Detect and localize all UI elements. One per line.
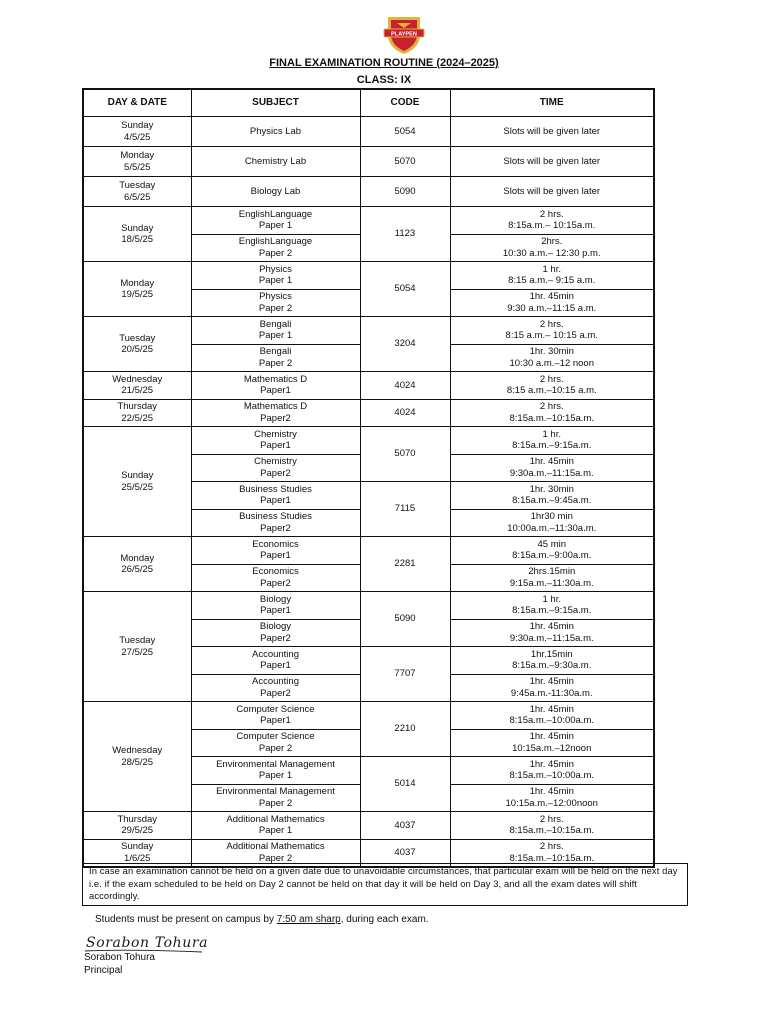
subject-cell-line: Paper1 — [260, 440, 291, 452]
time-cell-line: 9:30 a.m.–11:15 a.m. — [507, 302, 597, 314]
time-cell-line: 1hr. 45min — [529, 703, 574, 715]
subject-cell-line: Mathematics D — [243, 401, 308, 413]
time-cell-line: 2hrs. — [541, 236, 563, 248]
exam-day: Tuesday — [119, 180, 156, 191]
subject-cell-line: Paper 1 — [258, 770, 293, 782]
subject-cell — [191, 454, 360, 482]
subject-cell-line: Biology — [259, 593, 292, 605]
time-cell — [450, 482, 654, 510]
subject-cell — [191, 289, 360, 317]
code-cell: 4037 — [360, 839, 450, 867]
subject-cell — [191, 427, 360, 455]
exam-date: 25/5/25 — [121, 481, 154, 493]
table-row — [83, 147, 654, 177]
table-row — [83, 427, 654, 455]
day-date-cell — [83, 207, 191, 262]
subject-cell-line: Paper2 — [260, 412, 291, 424]
presence-text-end: , during each exam. — [340, 914, 429, 925]
table-row — [83, 372, 654, 400]
day-date-cell — [83, 702, 191, 812]
exam-day: Sunday — [121, 120, 154, 131]
time-cell — [450, 372, 654, 400]
subject-cell — [191, 509, 360, 537]
subject-cell-line: Paper1 — [260, 660, 291, 672]
exam-date: 29/5/25 — [121, 825, 154, 837]
time-cell-line: 2 hrs. — [539, 318, 564, 330]
subject-cell — [191, 674, 360, 702]
code-cell: 2210 — [360, 702, 450, 757]
time-cell-line: 2 hrs. — [539, 373, 564, 385]
exam-date: 27/5/25 — [121, 646, 154, 658]
exam-day: Tuesday — [119, 332, 156, 344]
table-header-row — [83, 89, 654, 117]
time-cell-line: 1hr.15min — [530, 648, 573, 660]
time-cell — [450, 812, 654, 840]
exam-day: Thursday — [117, 813, 158, 825]
subject-cell-line: Mathematics D — [243, 373, 308, 385]
subject-cell — [191, 372, 360, 400]
time-cell-line: 1 hr. — [542, 263, 561, 275]
time-cell-line: 1hr. 45min — [529, 786, 574, 798]
time-cell-line: 8:15a.m.– 10:15a.m. — [508, 220, 596, 232]
day-date-cell — [83, 177, 191, 207]
subject-cell-line: Chemistry — [254, 456, 297, 468]
table-row — [83, 812, 654, 840]
subject-cell-line: Paper 2 — [258, 302, 293, 314]
time-cell-line: 1hr30 min — [530, 511, 573, 523]
day-date-cell — [83, 317, 191, 372]
exam-day: Monday — [120, 277, 155, 289]
subject-cell — [191, 537, 360, 565]
signatory-role: Principal — [84, 965, 123, 976]
time-cell-line: 9:45a.m.-11:30a.m. — [510, 687, 593, 699]
subject-cell-line: Paper2 — [260, 687, 291, 699]
time-cell-line: 8:15a.m.–9:30a.m. — [512, 660, 592, 672]
time-cell-line: 10:15a.m.–12noon — [512, 742, 592, 754]
code-cell: 4024 — [360, 372, 450, 400]
time-cell — [450, 729, 654, 757]
subject-cell-line: Paper2 — [260, 522, 291, 534]
school-logo — [382, 14, 426, 56]
subject-cell-line: Paper1 — [260, 715, 291, 727]
time-cell — [450, 592, 654, 620]
time-cell-line: 8:15a.m.–9:15a.m. — [512, 440, 592, 452]
time-cell — [450, 454, 654, 482]
exam-routine-table — [82, 88, 655, 868]
subject-cell-line: Paper1 — [260, 385, 291, 397]
subject-cell-line: Chemistry Lab — [244, 155, 307, 167]
exam-date: 26/5/25 — [121, 564, 154, 575]
table-row — [83, 177, 654, 207]
time-cell-line: 8:15a.m.–9:15a.m. — [512, 605, 592, 617]
subject-cell-line: Biology Lab — [250, 185, 301, 197]
subject-cell — [191, 702, 360, 730]
subject-cell — [191, 399, 360, 427]
time-cell-line: 8:15 a.m.–10:15 a.m. — [506, 385, 597, 397]
time-cell-line: 1hr. 30min — [529, 483, 574, 495]
exam-date: 4/5/25 — [124, 131, 151, 143]
time-cell-line: 2hrs.15min — [528, 566, 576, 578]
code-cell: 5014 — [360, 757, 450, 812]
code-cell: 4037 — [360, 812, 450, 840]
exam-date: 5/5/25 — [124, 161, 151, 173]
exam-day: Thursday — [117, 401, 158, 413]
table-row — [83, 399, 654, 427]
subject-cell — [191, 147, 360, 177]
presence-text: Students must be present on campus by — [95, 914, 277, 925]
time-cell-line: 8:15a.m.–10:15a.m. — [509, 852, 594, 864]
time-cell-line: Slots will be given later — [503, 125, 601, 137]
exam-date: 19/5/25 — [121, 289, 154, 300]
subject-cell-line: Paper1 — [260, 495, 291, 507]
subject-cell-line: Physics — [259, 291, 292, 303]
time-cell-line: Slots will be given later — [503, 155, 601, 167]
exam-day: Sunday — [121, 222, 154, 234]
time-cell-line: 1hr. 45min — [529, 758, 574, 770]
exam-day: Sunday — [121, 841, 154, 853]
subject-cell — [191, 784, 360, 812]
code-cell: 5090 — [360, 592, 450, 647]
time-cell-line: 9:30a.m.–11:15a.m. — [509, 632, 594, 644]
time-cell-line: 1hr. 30min — [529, 346, 574, 358]
time-cell — [450, 207, 654, 235]
time-cell-line: 10:15a.m.–12:00noon — [505, 797, 598, 809]
time-cell — [450, 234, 654, 262]
code-cell: 5090 — [360, 177, 450, 207]
exam-date: 6/5/25 — [124, 191, 151, 203]
column-header: DAY & DATE — [83, 89, 191, 117]
subject-cell — [191, 729, 360, 757]
subject-cell-line: Physics — [259, 263, 292, 275]
subject-cell-line: Paper 2 — [258, 742, 293, 754]
time-cell-line: 1hr. 45min — [529, 621, 574, 633]
time-cell — [450, 702, 654, 730]
time-cell-line: 1hr. 45min — [529, 456, 574, 468]
exam-date: 28/5/25 — [121, 756, 154, 768]
time-cell — [450, 509, 654, 537]
exam-day: Sunday — [121, 470, 154, 481]
signatory-name: Sorabon Tohura — [84, 952, 155, 963]
subject-cell — [191, 317, 360, 345]
exam-date: 22/5/25 — [121, 412, 154, 424]
time-cell — [450, 427, 654, 455]
exam-day: Wednesday — [112, 373, 163, 385]
table-body — [83, 117, 654, 868]
time-cell-line: Slots will be given later — [503, 185, 601, 197]
time-cell-line: 10:30 a.m.–12 noon — [509, 357, 594, 369]
code-cell: 3204 — [360, 317, 450, 372]
code-cell: 2281 — [360, 537, 450, 592]
time-cell-line: 8:15a.m.–9:45a.m. — [512, 495, 592, 507]
subject-cell-line: Computer Science — [236, 731, 315, 743]
column-header: SUBJECT — [191, 89, 360, 117]
time-cell — [450, 177, 654, 207]
subject-cell-line: Paper 2 — [258, 357, 293, 369]
subject-cell — [191, 262, 360, 290]
day-date-cell — [83, 537, 191, 592]
exam-day: Tuesday — [119, 635, 156, 646]
time-cell — [450, 289, 654, 317]
subject-cell-line: Additional Mathematics — [226, 841, 325, 853]
subject-cell-line: Paper 2 — [258, 247, 293, 259]
subject-cell — [191, 592, 360, 620]
subject-cell-line: Economics — [252, 566, 299, 578]
time-cell-line: 10:30 a.m.– 12:30 p.m. — [502, 247, 601, 259]
time-cell-line: 8:15a.m.–10:00a.m. — [509, 715, 594, 727]
time-cell — [450, 647, 654, 675]
exam-day: Wednesday — [112, 745, 163, 756]
subject-cell-line: Business Studies — [239, 511, 312, 523]
table-row — [83, 117, 654, 147]
subject-cell-line: Chemistry — [254, 428, 297, 440]
table-row — [83, 702, 654, 730]
class-label: CLASS: IX — [356, 74, 412, 86]
table-row — [83, 592, 654, 620]
time-cell-line: 1hr. 45min — [529, 676, 574, 688]
subject-cell-line: Paper2 — [260, 577, 291, 589]
subject-cell-line: Accounting — [251, 676, 299, 688]
subject-cell-line: Accounting — [251, 648, 299, 660]
code-cell: 7707 — [360, 647, 450, 702]
time-cell — [450, 317, 654, 345]
code-cell: 1123 — [360, 207, 450, 262]
code-cell: 7115 — [360, 482, 450, 537]
subject-cell — [191, 812, 360, 840]
subject-cell-line: Paper 2 — [258, 852, 293, 864]
subject-cell-line: Paper 2 — [258, 797, 293, 809]
subject-cell-line: Additional Mathematics — [226, 813, 325, 825]
time-cell — [450, 564, 654, 592]
subject-cell-line: Environmental Management — [216, 758, 335, 770]
subject-cell — [191, 564, 360, 592]
code-cell: 5054 — [360, 262, 450, 317]
code-cell: 5070 — [360, 147, 450, 177]
time-cell-line: 9:15a.m.–11:30a.m. — [509, 577, 594, 589]
reporting-time: 7:50 am sharp — [276, 914, 341, 925]
time-cell-line: 1hr. 45min — [529, 731, 574, 743]
page-title: FINAL EXAMINATION ROUTINE (2024–2025) — [269, 57, 499, 69]
day-date-cell — [83, 372, 191, 400]
subject-cell-line: Paper 1 — [258, 825, 293, 837]
time-cell — [450, 344, 654, 372]
subject-cell — [191, 207, 360, 235]
time-cell — [450, 784, 654, 812]
subject-cell-line: Bengali — [259, 346, 292, 358]
time-cell-line: 10:00a.m.–11:30a.m. — [507, 522, 597, 534]
exam-day: Monday — [120, 150, 155, 161]
subject-cell-line: EnglishLanguage — [238, 236, 313, 248]
subject-cell-line: Environmental Management — [216, 786, 335, 798]
subject-cell-line: Paper1 — [260, 605, 291, 617]
time-cell-line: 9:30a.m.–11:15a.m. — [509, 467, 594, 479]
time-cell-line: 2 hrs. — [539, 208, 564, 220]
subject-cell — [191, 344, 360, 372]
time-cell-line: 8:15a.m.–10:15a.m. — [509, 412, 594, 424]
time-cell-line: 8:15 a.m.– 10:15 a.m. — [505, 330, 598, 342]
time-cell — [450, 537, 654, 565]
time-cell — [450, 674, 654, 702]
time-cell — [450, 147, 654, 177]
logo-text: PLAYPEN — [391, 31, 417, 38]
exam-date: 18/5/25 — [121, 234, 154, 245]
time-cell — [450, 117, 654, 147]
subject-cell-line: Paper 1 — [258, 275, 293, 287]
time-cell — [450, 757, 654, 785]
time-cell-line: 8:15a.m.–9:00a.m. — [512, 550, 592, 562]
table-row — [83, 317, 654, 345]
time-cell-line: 2 hrs. — [539, 401, 564, 413]
table-row — [83, 537, 654, 565]
subject-cell-line: Paper2 — [260, 467, 291, 479]
time-cell-line: 1hr. 45min — [529, 291, 574, 303]
exam-date: 20/5/25 — [121, 344, 154, 355]
time-cell — [450, 399, 654, 427]
subject-cell-line: Economics — [252, 538, 299, 550]
subject-cell-line: Paper1 — [260, 550, 291, 562]
subject-cell — [191, 619, 360, 647]
day-date-cell — [83, 427, 191, 537]
subject-cell — [191, 177, 360, 207]
time-cell-line: 8:15 a.m.– 9:15 a.m. — [508, 275, 596, 287]
time-cell-line: 2 hrs. — [539, 813, 564, 825]
presence-instruction — [95, 914, 429, 925]
time-cell-line: 1 hr. — [542, 593, 561, 605]
table-row — [83, 262, 654, 290]
column-header: TIME — [450, 89, 654, 117]
day-date-cell — [83, 147, 191, 177]
exam-day: Monday — [120, 552, 155, 564]
exam-date: 1/6/25 — [124, 852, 151, 864]
time-cell-line: 8:15a.m.–10:15a.m. — [509, 825, 594, 837]
day-date-cell — [83, 399, 191, 427]
svg-text:Sorabon Tohura: Sorabon Tohura — [86, 935, 209, 951]
subject-cell-line: Paper 1 — [258, 220, 293, 232]
subject-cell-line: Business Studies — [239, 483, 312, 495]
day-date-cell — [83, 812, 191, 840]
subject-cell — [191, 117, 360, 147]
subject-cell-line: Bengali — [259, 318, 292, 330]
time-cell-line: 1 hr. — [542, 428, 561, 440]
subject-cell-line: Paper2 — [260, 632, 291, 644]
code-cell: 4024 — [360, 399, 450, 427]
exam-date: 21/5/25 — [121, 385, 154, 397]
subject-cell-line: Computer Science — [236, 703, 315, 715]
time-cell — [450, 262, 654, 290]
subject-cell-line: Paper 1 — [258, 330, 293, 342]
subject-cell — [191, 757, 360, 785]
time-cell-line: 8:15a.m.–10:00a.m. — [509, 770, 594, 782]
column-header: CODE — [360, 89, 450, 117]
subject-cell — [191, 482, 360, 510]
code-cell: 5054 — [360, 117, 450, 147]
subject-cell — [191, 234, 360, 262]
subject-cell-line: Physics Lab — [249, 125, 302, 137]
day-date-cell — [83, 262, 191, 317]
subject-cell — [191, 647, 360, 675]
time-cell-line: 2 hrs. — [539, 841, 564, 853]
time-cell — [450, 619, 654, 647]
subject-cell-line: EnglishLanguage — [238, 208, 313, 220]
rescheduling-note: In case an examination cannot be held on a given date due to unavoidable circumstances, that particular exam will be held on the next day i.e. if the exam scheduled to be held on Day 2 cannot be held on that day it will be held on Day 3, and all the exam dates will shift accordingly. — [82, 863, 688, 906]
day-date-cell — [83, 592, 191, 702]
time-cell-line: 45 min — [537, 538, 566, 550]
code-cell: 5070 — [360, 427, 450, 482]
subject-cell-line: Biology — [259, 621, 292, 633]
day-date-cell — [83, 117, 191, 147]
table-row — [83, 207, 654, 235]
